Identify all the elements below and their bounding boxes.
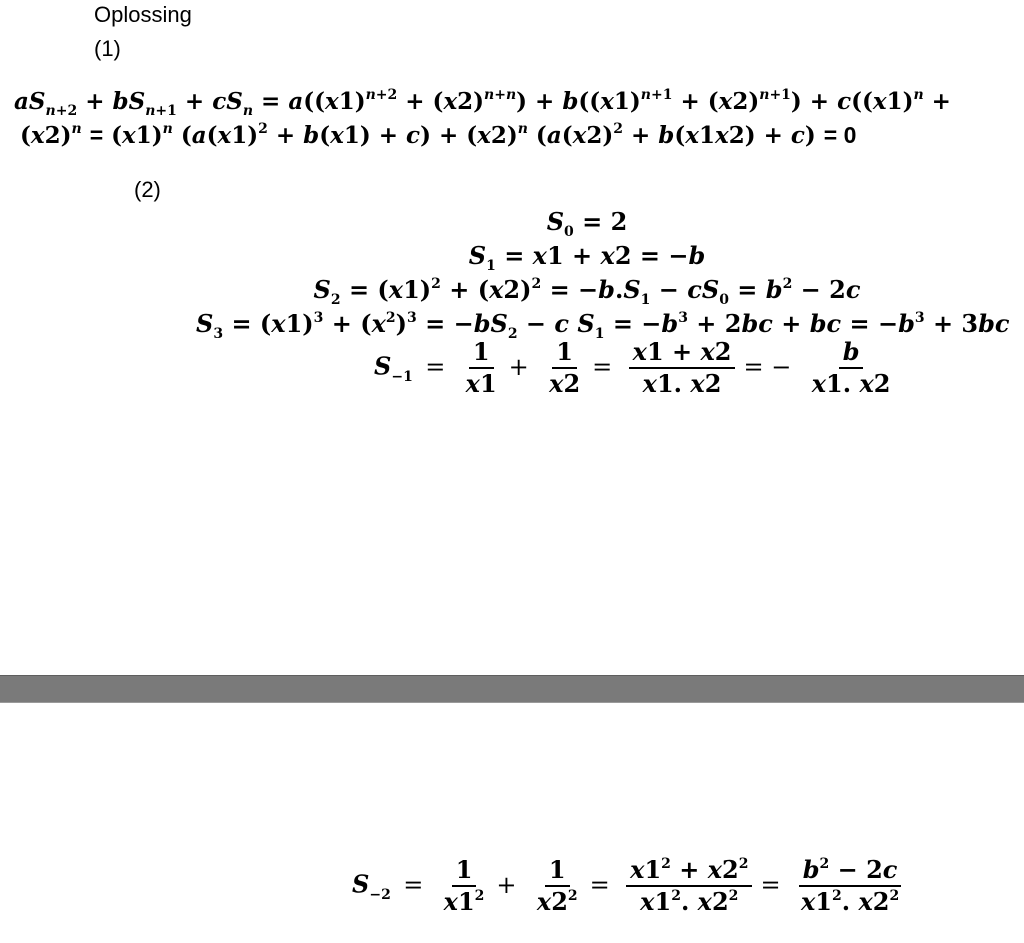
label-part-2: (2)	[134, 177, 161, 202]
equation-s0: $S_0 = 2$	[546, 207, 628, 240]
separator-bar	[0, 675, 1024, 703]
equation-line-1b: $(x2)^n = (x1)^n$ $(a(x1)^2 + b(x1) + c) + (x2)^n$ $(a(x2)^2 + b(x1x2) + c) = 0$	[20, 121, 857, 149]
equation-s2: $S_2 = (x1)^2 + (x2)^2 = -b.S_1 - cS_0 = b^2 - 2c$	[313, 275, 861, 308]
label-part-1: (1)	[94, 36, 121, 61]
heading-oplossing: Oplossing	[94, 2, 192, 27]
equation-s1: $S_1 = x1 + x2 = -b$	[468, 241, 706, 274]
equation-s3: $S_3 = (x1)^3 + (x^2)^3 = -bS_2 - c$ $S_1 = -b^3 + 2bc$ + bc = $-b^3 + 3bc$	[196, 309, 1010, 342]
equation-s-minus-2: $S_{-2}$ = $\frac{1}{x1^2}$ + $\frac{1}{x2^2}$ = $\frac{x1^2 + x2^2}{x1^2. x2^2}$ = $\frac{b^2 - 2c}{x1^2. x2^2}$	[352, 858, 907, 914]
equation-line-1a: $aS_{n+2} + bS_{n+1} + cS_n = a((x1)^{n+2} + (x2)^{n+n}) + b((x1)^{n+1} + (x2)^{n+1}) + c((x1)^n$ +	[14, 87, 951, 119]
equation-s-minus-1: $S_{-1}$ = $\frac{1}{x1}$ + $\frac{1}{x2}$ = $\frac{x1 + x2}{x1. x2}$ = − $\frac{b}{x1. x2}$	[374, 337, 891, 398]
